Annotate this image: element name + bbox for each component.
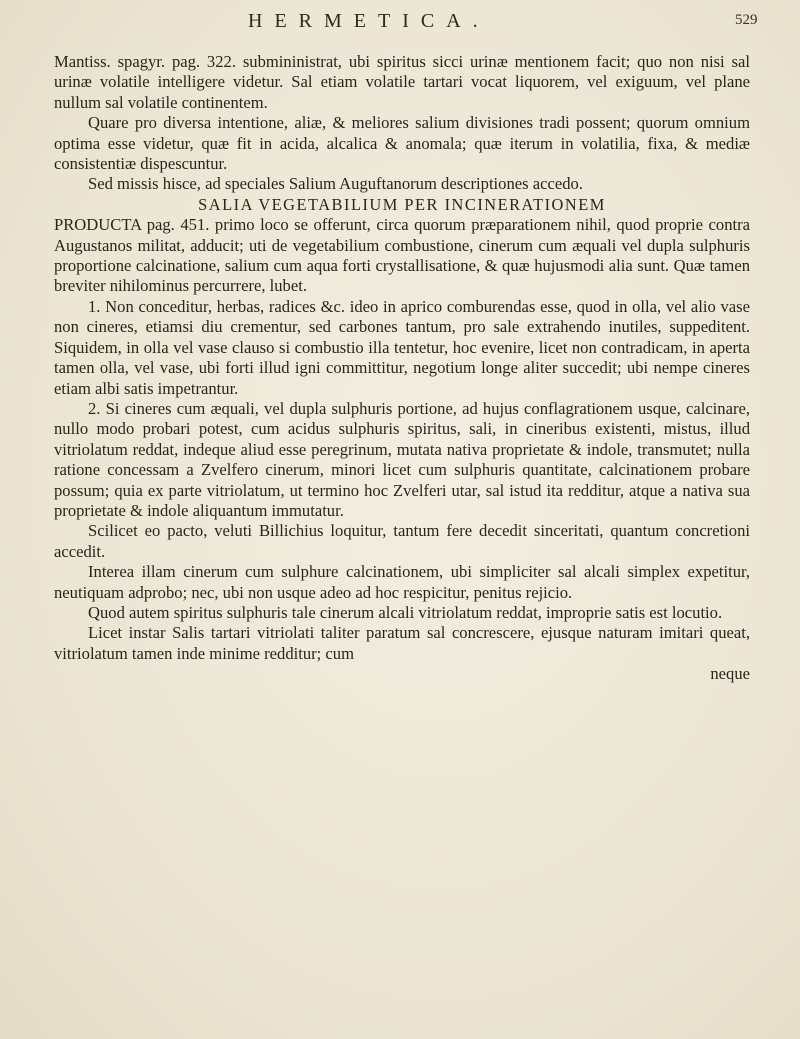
paragraph: Licet instar Salis tartari vitriolati taliter paratum sal concrescere, ejusque naturam imitari queat, vitriolatum tamen inde minime redditur; cum <box>54 623 750 663</box>
paragraph: Mantiss. spagyr. pag. 322. submininistrat, ubi spiritus sicci urinæ mentionem facit; quo non nisi sal urinæ volatile intelligere videtur. Sal etiam volatile tartari vocat liquorem, vel exiguum, vel plane nullum sal volatile continentem. <box>54 52 750 112</box>
paragraph: Scilicet eo pacto, veluti Billichius loquitur, tantum fere decedit sinceritati, quantum concretioni accedit. <box>54 521 750 561</box>
paragraph: Sed missis hisce, ad speciales Salium Auguftanorum descriptiones accedo. <box>88 174 583 194</box>
paragraph: 1. Non conceditur, herbas, radices &c. ideo in aprico comburendas esse, quod in olla, vel alio vase non cineres, etiamsi diu crementur, sed carbones tantum, pro sale extrahendo inutiles, suppeditent. Siquidem, in olla vel vase clauso si combustio illa tentetur, hoc evenire, licet non contradicam, in aperta tamen olla, vel vase, ubi forti illud igni committitur, negotium longe aliter succedit; ubi nempe cineres etiam albi satis impetrantur. <box>54 296 750 398</box>
paragraph: Interea illam cinerum cum sulphure calcinationem, ubi simpliciter sal alcali simplex expetitur, neutiquam adprobo; nec, ubi non usque adeo ad hoc respicitur, penitus rejicio. <box>54 562 750 602</box>
section-heading: SALIA VEGETABILIUM PER INCINERATIONEM <box>198 194 606 214</box>
paragraph: 2. Si cineres cum æquali, vel dupla sulphuris portione, ad hujus conflagrationem usque, calcinare, nullo modo probari potest, cum acidus sulphuris spiritus, sali, in cineribus existenti, mistus, illud vitriolatum reddat, indeque aliud esse peregrinum, mutata nativa proprietate & indole, transmutet; nulla ratione concessam a Zvelfero cinerum, minori licet cum sulphuris quantitate, calcinationem probare possum; quia ex parte vitriolatum, ut termino hoc Zvelferi utar, sal istud ita redditur, atque a nativa sua proprietate & indole aliquantum immutatur. <box>54 398 750 520</box>
paragraph: PRODUCTA pag. 451. primo loco se offerunt, circa quorum præparationem nihil, quod proprie contra Augustanos militat, adducit; uti de vegetabilium combustione, cinerum cum æquali vel dupla sulphuris proportione calcinatione, salium cum aqua forti crystallisatione, & quæ hujusmodi alia sunt. Quæ tamen breviter nihilominus percurrere, lubet. <box>54 215 750 296</box>
page-number: 529 <box>735 12 758 28</box>
page-header <box>0 10 800 40</box>
paragraph: Quod autem spiritus sulphuris tale cinerum alcali vitriolatum reddat, improprie satis est locutio. <box>88 602 723 622</box>
paragraph: Quare pro diversa intentione, aliæ, & meliores salium divisiones tradi possent; quorum omnium optima esse videtur, quæ fit in acida, alcalica & anomala; quæ iterum in volatilia, fixa, & mediæ consistentiæ dispescuntur. <box>54 113 750 174</box>
body-text <box>54 52 750 685</box>
running-head: HERMETICA. <box>248 10 490 32</box>
catchword: neque <box>710 664 750 684</box>
